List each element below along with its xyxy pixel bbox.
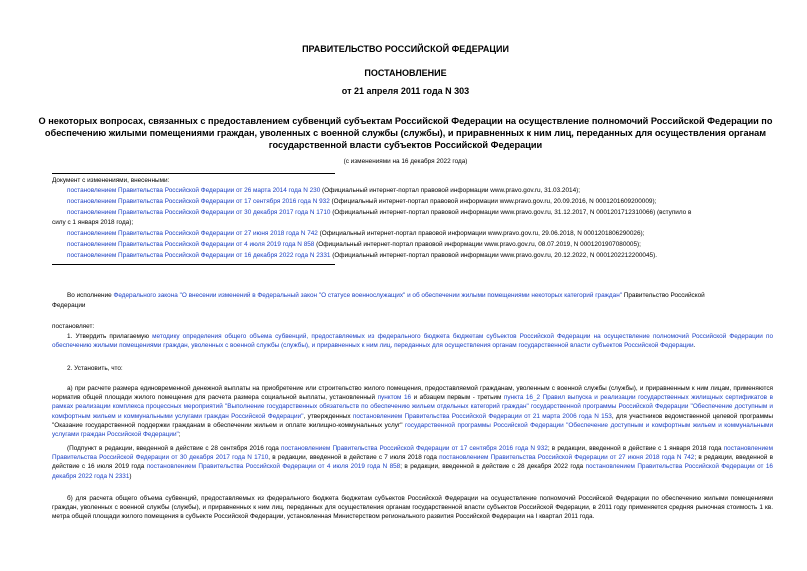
amendment-text: (Официальный интернет-портал правовой информации www.pravo.gov.ru, 29.06.2018, N 0001201806290026); bbox=[317, 230, 645, 237]
document-title-line-2: обеспечению жилыми помещениями граждан, уволенных с военной службы (службы), и приравненных к ним лиц, переданных для осуществления органам bbox=[44, 128, 767, 138]
amendment-item bbox=[52, 186, 773, 195]
revision-link[interactable]: постановлением Правительства Российской Федерации от 16 декабря 2022 года N 2331 bbox=[52, 463, 773, 480]
amendment-text: (Официальный интернет-портал правовой информации www.pravo.gov.ru, 31.03.2014); bbox=[320, 187, 581, 194]
bottom-divider bbox=[52, 264, 335, 265]
top-divider bbox=[52, 173, 335, 174]
revision-link[interactable]: постановлением Правительства Российской Федерации от 27 июня 2018 года N 742 bbox=[439, 454, 695, 462]
subparagraph-a: а) при расчете размера единовременной денежной выплаты на приобретение или строительство жилого помещения, предоставляемой гражданам, уволенным с военной службы (службы), и приравненным к ним лицам, применяются норматив общей площади жилого помещения для расчета размера социальной выплаты, установленный пунктом 16 и абзацем первым - третьим пункта 16_2 Правил выпуска и реализации государственных жилищных сертификатов в рамках реализации комплекса процессных мероприятий "Выполнение государственных обязательств по обеспечению жильем отдельных категорий граждан" государственной программы Российской Федерации "Обеспечение доступным и комфортным жильем и коммунальными услугами граждан Российской Федерации", утвержденных постановлением Правительства Российской Федерации от 21 марта 2006 года N 153, для участников ведомственной целевой программы "Оказание государственной поддержки гражданам в обеспечении жильем и оплате жилищно-коммунальных услуг" государственной программы Российской Федерации "Обеспечение доступным и комфортным жильем и коммунальными услугами граждан Российской Федерации"; bbox=[52, 385, 774, 439]
amendment-item bbox=[52, 197, 773, 206]
amendment-link[interactable]: постановлением Правительства Российской Федерации от 30 декабря 2017 года N 1710 bbox=[67, 209, 331, 216]
methodology-link[interactable]: методику определения общего объема субвенций, предоставляемых из федерального бюджета бюджетам субъектов Российской Федерации на осуществление полномочий Российской Федерации по обеспечению жилыми помещениями граждан, уволенных с военной службы (службы), и приравненных к ним лиц, переданных для осуществления органам государственной власти субъектов Российской Федерации bbox=[52, 333, 774, 350]
document-date-number: от 21 апреля 2011 года N 303 bbox=[341, 86, 470, 96]
decree-153-link[interactable]: постановлением Правительства Российской Федерации от 21 марта 2006 года N 153 bbox=[352, 412, 612, 420]
document-type: ПОСТАНОВЛЕНИЕ bbox=[364, 68, 447, 78]
amendment-link[interactable]: постановлением Правительства Российской Федерации от 27 июня 2018 года N 742 bbox=[67, 230, 318, 237]
amendment-item bbox=[52, 251, 773, 260]
amendment-text: (Официальный интернет-портал правовой информации www.pravo.gov.ru, 08.07.2019, N 0001201907080005); bbox=[314, 241, 641, 248]
amendment-link[interactable]: постановлением Правительства Российской Федерации от 26 марта 2014 года N 230 bbox=[67, 187, 321, 194]
amendment-link[interactable]: постановлением Правительства Российской Федерации от 4 июля 2019 года N 858 bbox=[67, 241, 315, 248]
paragraph-2: 2. Установить, что: bbox=[67, 365, 123, 372]
paragraph-1: 1. Утвердить прилагаемую методику определения общего объема субвенций, предоставляемых из федерального бюджета бюджетам субъектов Российской Федерации на осуществление полномочий Российской Федерации по обеспечению жилыми помещениями граждан, уволенных с военной службы (службы), и приравненных к ним лиц, переданных для осуществления органам государственной власти субъектов Российской Федерации. bbox=[52, 333, 774, 350]
point-16-2-link[interactable]: пункта 16_2 Правил выпуска и реализации государственных жилищных сертификатов в рамках реализации комплекса процессных мероприятий "Выполнение государственных обязательств по обеспечению жильем отдельных категорий граждан" государственной программы Российской Федерации "Обеспечение доступным и комфортным жильем и коммунальными услугами граждан Российской Федерации" bbox=[52, 394, 773, 420]
revision-history-paragraph: (Подпункт в редакции, введенной в действие с 28 сентября 2016 года постановлением Правительства Российской Федерации от 17 сентября 2016 года N 932; в редакции, введенной в действие с 1 января 2018 года постановлением Правительства Российской Федерации от 30 декабря 2017 года N 1710, в редакции, введенной в действие с 7 июля 2018 года постановлением Правительства Российской Федерации от 27 июня 2018 года N 742; в редакции, введенной в действие с 16 июля 2019 года постановлением Правительства Российской Федерации от 4 июля 2019 года N 858; в редакции, введенной в действие с 28 декабря 2022 года постановлением Правительства Российской Федерации от 16 декабря 2022 года N 2331) bbox=[52, 445, 773, 480]
federal-law-link[interactable]: Федерального закона "О внесении изменений в Федеральный закон "О статусе военнослужащих" и об обеспечении жилыми помещениями некоторых категорий граждан" bbox=[113, 292, 622, 299]
amendment-text: (Официальный интернет-портал правовой информации www.pravo.gov.ru, 20.09.2016, N 0001201609200009); bbox=[329, 198, 657, 205]
amendment-text: (Официальный интернет-портал правовой информации www.pravo.gov.ru, 31.12.2017, N 0001201712310066) (вступило в bbox=[330, 209, 692, 216]
amendment-link[interactable]: постановлением Правительства Российской Федерации от 16 декабря 2022 года N 2331 bbox=[67, 252, 331, 259]
document-title-line-3: государственной власти субъектов Российской Федерации bbox=[268, 140, 543, 150]
amendment-item bbox=[52, 229, 773, 238]
point-16-link[interactable]: пунктом 16 bbox=[377, 394, 412, 402]
amendments-heading: Документ с изменениями, внесенными: bbox=[52, 177, 170, 184]
amendment-link[interactable]: постановлением Правительства Российской Федерации от 17 сентября 2016 года N 932 bbox=[67, 198, 330, 205]
subparagraph-b: б) для расчета общего объема субвенций, предоставляемых из федерального бюджета бюджетам субъектов Российской Федерации на осуществление полномочий Российской Федерации по обеспечению жилыми помещениями граждан, уволенных с военной службы (службы), и приравненных к ним лиц, переданных для осуществления органам государственной власти субъектов Российской Федерации, в 2011 году применяется средняя рыночная стоимость 1 кв. метра общей площади жилого помещения в субъекте Российской Федерации, установленная Министерством регионального развития Российской Федерации на I квартал 2011 года. bbox=[52, 495, 773, 521]
intro-continuation: Федерации bbox=[52, 302, 86, 309]
revision-link[interactable]: постановлением Правительства Российской Федерации от 30 декабря 2017 года N 1710 bbox=[52, 445, 773, 462]
decree-word: постановляет: bbox=[52, 323, 95, 330]
amendment-continuation: силу с 1 января 2018 года); bbox=[52, 219, 134, 226]
document-title-line-1: О некоторых вопросах, связанных с предоставлением субвенций субъектам Российской Федерации на осуществление полномочий Российской Федерации по bbox=[38, 116, 773, 126]
amendment-text: (Официальный интернет-портал правовой информации www.pravo.gov.ru, 20.12.2022, N 0001202212200045). bbox=[330, 252, 658, 259]
government-heading: ПРАВИТЕЛЬСТВО РОССИЙСКОЙ ФЕДЕРАЦИИ bbox=[302, 44, 509, 54]
revision-link[interactable]: постановлением Правительства Российской Федерации от 4 июля 2019 года N 858 bbox=[146, 463, 401, 471]
intro-paragraph: Во исполнение Федерального закона "О внесении изменений в Федеральный закон "О статусе военнослужащих" и об обеспечении жилыми помещениями некоторых категорий граждан" Правительство Российской bbox=[67, 292, 705, 299]
amendment-item bbox=[52, 240, 773, 249]
state-program-link[interactable]: государственной программы Российской Федерации "Обеспечение доступным и комфортным жильем и коммунальными услугами граждан Российской Федерации" bbox=[52, 421, 774, 439]
amendment-item bbox=[52, 208, 773, 217]
revision-note: (с изменениями на 16 декабря 2022 года) bbox=[343, 158, 468, 165]
revision-link[interactable]: постановлением Правительства Российской Федерации от 17 сентября 2016 года N 932 bbox=[281, 445, 548, 452]
